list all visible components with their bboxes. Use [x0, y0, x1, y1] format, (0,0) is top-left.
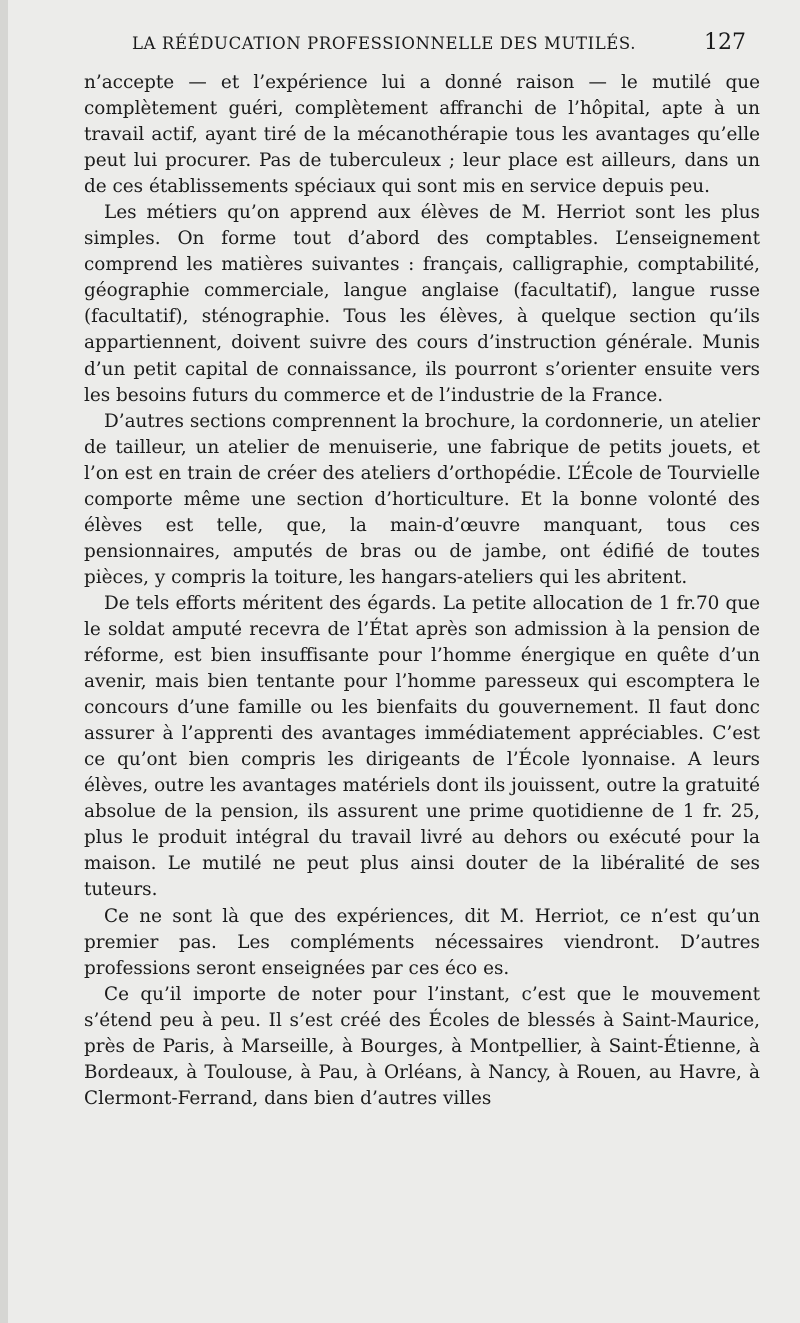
paragraph-6: Ce qu’il importe de noter pour l’instant, c’est que le mouvement s’étend peu à peu. Il s’est créé des Écoles de blessés à Saint-Maurice, près de Paris, à Marseille, à Bourges, à Montpellier, à Saint-Étienne, à Bordeaux, à Toulouse, à Pau, à Orléans, à Nancy, à Rouen, au Havre, à Clermont-Ferrand, dans bien d’autres villes [84, 983, 760, 1109]
paragraph-2: Les métiers qu’on apprend aux élèves de M. Herriot sont les plus simples. On forme tout d’abord des comptables. L’enseignement comprend les matières suivantes : français, calligraphie, comptabilité, géographie commerciale, langue anglaise (facultatif), langue russe (facultatif), sténographie. Tous les élèves, à quelque section qu’ils appartiennent, doivent suivre des cours d’instruction générale. Munis d’un petit capital de connaissance, ils pourront s’orienter ensuite vers les besoins futurs du commerce et de l’industrie de la France. [84, 202, 760, 406]
body-text [84, 70, 760, 1112]
paragraph-5: Ce ne sont là que des expériences, dit M. Herriot, ce n’est qu’un premier pas. Les compléments nécessaires viendront. D’autres professions seront enseignées par ces éco es. [84, 905, 760, 979]
page-number: 127 [704, 30, 746, 55]
running-head: LA RÉÉDUCATION PROFESSIONNELLE DES MUTILÉS. [132, 34, 637, 53]
page-header [0, 26, 800, 66]
paragraph-4: De tels efforts méritent des égards. La petite allocation de 1 fr.70 que le soldat amputé recevra de l’État après son admission à la pension de réforme, est bien insuffisante pour l’homme énergique en quête d’un avenir, mais bien tentante pour l’homme paresseux qui escomptera le concours d’une famille ou les bienfaits du gouvernement. Il faut donc assurer à l’apprenti des avantages immédiatement appréciables. C’est ce qu’ont bien compris les dirigeants de l’École lyonnaise. A leurs élèves, outre les avantages matériels dont ils jouissent, outre la gratuité absolue de la pension, ils assurent une prime quotidienne de 1 fr. 25, plus le produit intégral du travail livré au dehors ou exécuté pour la maison. Le mutilé ne peut plus ainsi douter de la libéralité de ses tuteurs. [84, 592, 760, 901]
page-edge [0, 0, 8, 1323]
paragraph-1: n’accepte — et l’expérience lui a donné raison — le mutilé que complètement guéri, complètement affranchi de l’hôpital, apte à un travail actif, ayant tiré de la mécanothérapie tous les avantages qu’elle peut lui procurer. Pas de tuberculeux ; leur place est ailleurs, dans un de ces établissements spéciaux qui sont mis en service depuis peu. [84, 72, 760, 198]
paragraph-3: D’autres sections comprennent la brochure, la cordonnerie, un atelier de tailleur, un atelier de menuiserie, une fabrique de petits jouets, et l’on est en train de créer des ateliers d’orthopédie. L’École de Tourvielle comporte même une section d’horticulture. Et la bonne volonté des élèves est telle, que, la main-d’œuvre manquant, tous ces pensionnaires, amputés de bras ou de jambe, ont édifié de toutes pièces, y compris la toiture, les hangars-ateliers qui les abritent. [84, 410, 760, 588]
